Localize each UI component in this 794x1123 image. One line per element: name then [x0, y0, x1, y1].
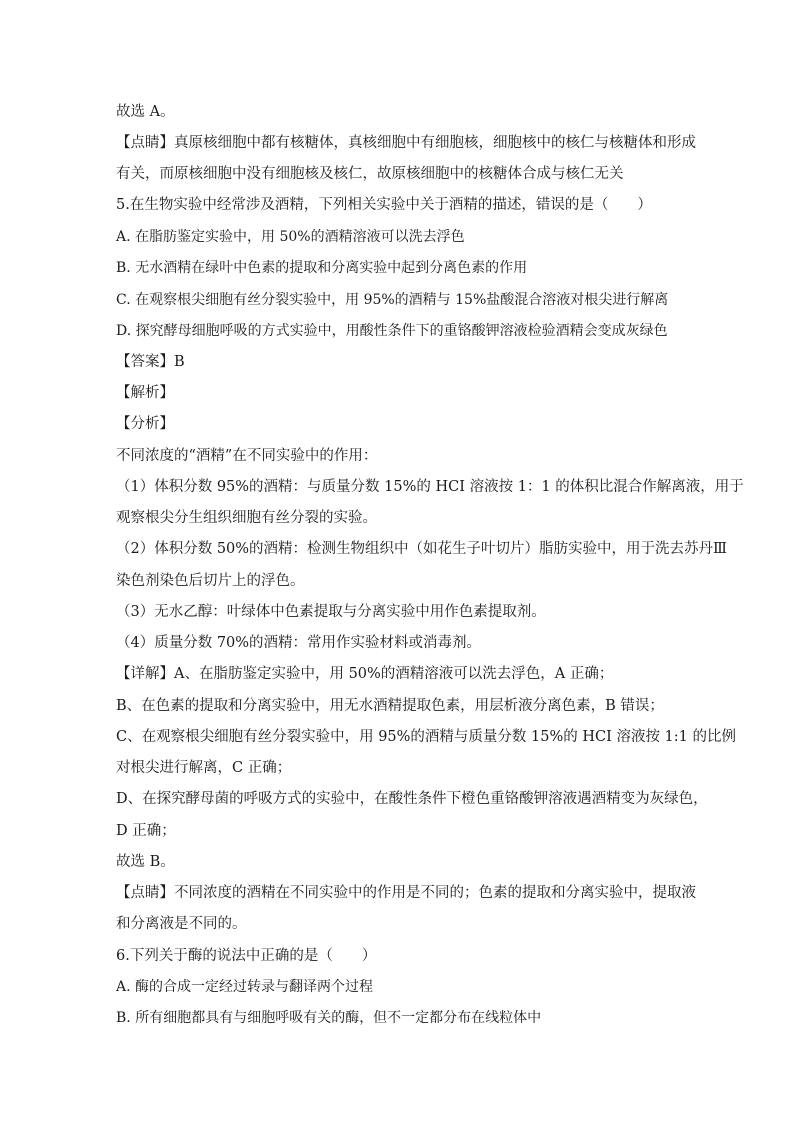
text-line: 故选 B。 — [116, 854, 175, 870]
question-5-stem: 5.在生物实验中经常涉及酒精，下列相关实验中关于酒精的描述，错误的是（ ） — [116, 197, 652, 213]
option-b: B. 所有细胞都具有与细胞呼吸有关的酶，但不一定都分布在线粒体中 — [116, 1010, 542, 1026]
detail-line: D、在探究酵母菌的呼吸方式的实验中，在酸性条件下橙色重铬酸钾溶液遇酒精变为灰绿色， — [116, 791, 708, 807]
option-d: D. 探究酵母细胞呼吸的方式实验中，用酸性条件下的重铬酸钾溶液检验酒精会变成灰绿色 — [116, 323, 668, 339]
text-line: 观察根尖分生组织细胞有丝分裂的实验。 — [116, 510, 377, 526]
option-b: B. 无水酒精在绿叶中色素的提取和分离实验中起到分离色素的作用 — [116, 260, 528, 276]
answer-line: 【答案】B — [116, 354, 185, 370]
detail-line: B、在色素的提取和分离实验中，用无水酒精提取色素，用层析液分离色素，B 错误； — [116, 698, 664, 714]
option-a: A. 酶的合成一定经过转录与翻译两个过程 — [116, 979, 374, 995]
detail-line: C、在观察根尖细胞有丝分裂实验中，用 95%的酒精与质量分数 15%的 HCI 溶液按 1:1 的比例 — [116, 729, 737, 745]
analysis-heading: 【解析】 — [116, 385, 174, 401]
detail-line: D 正确； — [116, 823, 176, 839]
option-c: C. 在观察根尖细胞有丝分裂实验中，用 95%的酒精与 15%盐酸混合溶液对根尖进行解离 — [116, 292, 669, 308]
text-line: 有关，而原核细胞中没有细胞核及核仁，故原核细胞中的核糖体合成与核仁无关 — [116, 166, 624, 182]
text-line: （3）无水乙醇：叶绿体中色素提取与分离实验中用作色素提取剂。 — [116, 604, 546, 620]
text-line: 不同浓度的“酒精”在不同实验中的作用： — [116, 448, 378, 464]
detail-line: 【详解】A、在脂肪鉴定实验中，用 50%的酒精溶液可以洗去浮色，A 正确； — [116, 666, 614, 682]
analysis-subheading: 【分析】 — [116, 416, 174, 432]
text-line: 和分离液是不同的。 — [116, 916, 247, 932]
text-line: （1）体积分数 95%的酒精：与质量分数 15%的 HCI 溶液按 1：1 的体积比混合作解离液，用于 — [116, 479, 744, 495]
text-line: （4）质量分数 70%的酒精：常用作实验材料或消毒剂。 — [116, 635, 482, 651]
option-a: A. 在脂肪鉴定实验中，用 50%的酒精溶液可以洗去浮色 — [116, 229, 465, 245]
text-line: （2）体积分数 50%的酒精：检测生物组织中（如花生子叶切片）脂肪实验中，用于洗去苏丹Ⅲ — [116, 541, 728, 557]
text-line: 【点睛】不同浓度的酒精在不同实验中的作用是不同的；色素的提取和分离实验中，提取液 — [116, 885, 696, 901]
text-line: 【点睛】真原核细胞中都有核糖体，真核细胞中有细胞核，细胞核中的核仁与核糖体和形成 — [116, 135, 696, 151]
question-6-stem: 6.下列关于酶的说法中正确的是（ ） — [116, 948, 377, 964]
text-line: 故选 A。 — [116, 104, 175, 120]
detail-line: 对根尖进行解离，C 正确； — [116, 760, 292, 776]
text-line: 染色剂染色后切片上的浮色。 — [116, 573, 305, 589]
